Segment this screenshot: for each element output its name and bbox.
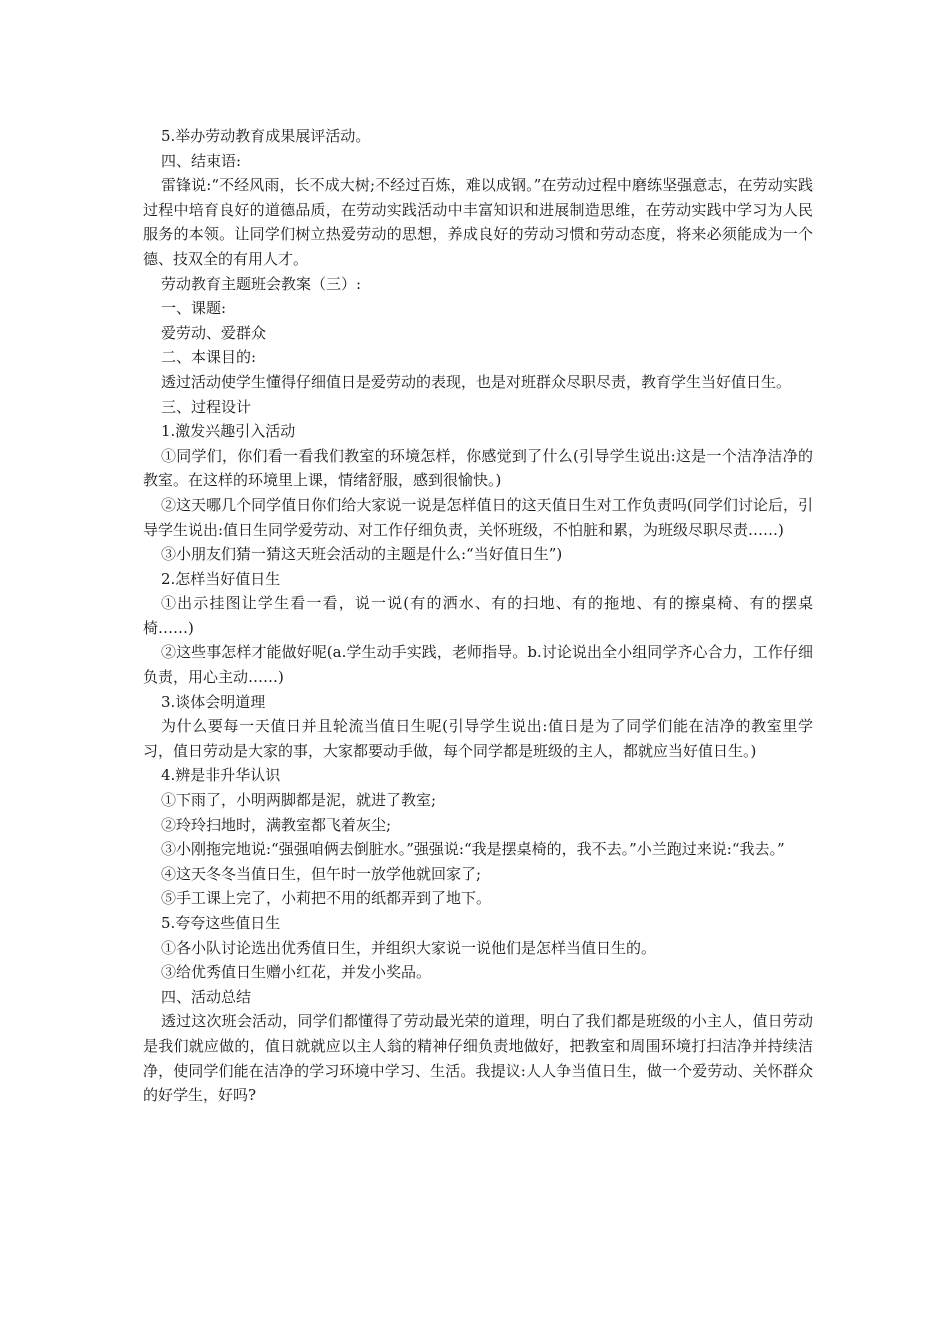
section-heading: 三、过程设计	[161, 397, 252, 416]
paragraph: 爱劳动、爱群众	[161, 323, 267, 342]
subsection-heading: 5.夸夸这些值日生	[161, 914, 281, 932]
paragraph: ①下雨了，小明两脚都是泥，就进了教室;	[161, 791, 437, 810]
paragraph: ①各小队讨论选出优秀值日生，并组织大家说一说他们是怎样当值日生的。	[161, 938, 657, 957]
document-title: 劳动教育主题班会教案（三）:	[161, 274, 362, 293]
section-heading: 一、课题:	[161, 299, 227, 318]
paragraph: 为什么要每一天值日并且轮流当值日生呢(引导学生说出:值日是为了同学们能在洁净的教室里学习，值日劳动是大家的事，大家都要动手做，每个同学都是班级的主人，都就应当好值日生。)	[143, 717, 813, 760]
paragraph: ⑤手工课上完了，小莉把不用的纸都弄到了地下。	[161, 889, 492, 908]
section-heading: 二、本课目的:	[161, 348, 257, 367]
subsection-heading: 1.激发兴趣引入活动	[161, 422, 296, 441]
paragraph: 5.举办劳动教育成果展评活动。	[161, 127, 371, 145]
paragraph: ②这天哪几个同学值日你们给大家说一说是怎样值日的这天值日生对工作负责吗(同学们讨论后，引导学生说出:值日生同学爱劳动、对工作仔细负责，关怀班级，不怕脏和累，为班级尽职尽责……)	[143, 495, 813, 539]
paragraph: ③小朋友们猜一猜这天班会活动的主题是什么:“当好值日生”)	[161, 545, 563, 564]
paragraph: 透过活动使学生懂得仔细值日是爱劳动的表现，也是对班群众尽职尽责，教育学生当好值日生。	[161, 372, 792, 391]
subsection-heading: 2.怎样当好值日生	[161, 569, 281, 588]
subsection-heading: 4.辨是非升华认识	[161, 766, 281, 785]
paragraph: ③给优秀值日生赠小红花，并发小奖品。	[161, 963, 432, 982]
paragraph: ④这天冬冬当值日生，但午时一放学他就回家了;	[161, 864, 482, 883]
paragraph: ②这些事怎样才能做好呢(a.学生动手实践，老师指导。b.讨论说出全小组同学齐心合力，工作仔细负责，用心主动……)	[143, 643, 813, 687]
paragraph: ②玲玲扫地时，满教室都飞着灰尘;	[161, 815, 392, 834]
section-heading: 四、结束语:	[161, 151, 242, 170]
paragraph: ①出示挂图让学生看一看，说一说(有的洒水、有的扫地、有的拖地、有的擦桌椅、有的摆桌椅……)	[143, 594, 813, 637]
paragraph: ③小刚拖完地说:“强强咱俩去倒脏水。”强强说:“我是摆桌椅的，我不去。”小兰跑过来说:“我去。”	[161, 840, 785, 859]
subsection-heading: 3.谈体会明道理	[161, 692, 266, 711]
document-body	[143, 124, 813, 1108]
paragraph: ①同学们，你们看一看我们教室的环境怎样，你感觉到了什么(引导学生说出:这是一个洁净洁净的教室。在这样的环境里上课，情绪舒服，感到很愉快。)	[143, 446, 813, 490]
paragraph: 雷锋说:“不经风雨，长不成大树;不经过百炼，难以成钢。”在劳动过程中磨练坚强意志，在劳动实践过程中培育良好的道德品质，在劳动实践活动中丰富知识和进展制造思维，在劳动实践中学习为人民服务的本领。让同学们树立热爱劳动的思想，养成良好的劳动习惯和劳动态度，将来必须能成为一个德、技双全的有用人才。	[143, 176, 813, 268]
section-heading: 四、活动总结	[161, 987, 252, 1006]
paragraph: 透过这次班会活动，同学们都懂得了劳动最光荣的道理，明白了我们都是班级的小主人，值日劳动是我们就应做的，值日就就应以主人翁的精神仔细负责地做好，把教室和周围环境打扫洁净并持续洁净，使同学们能在洁净的学习环境中学习、生活。我提议:人人争当值日生，做一个爱劳动、关怀群众的好学生，好吗?	[143, 1012, 813, 1105]
